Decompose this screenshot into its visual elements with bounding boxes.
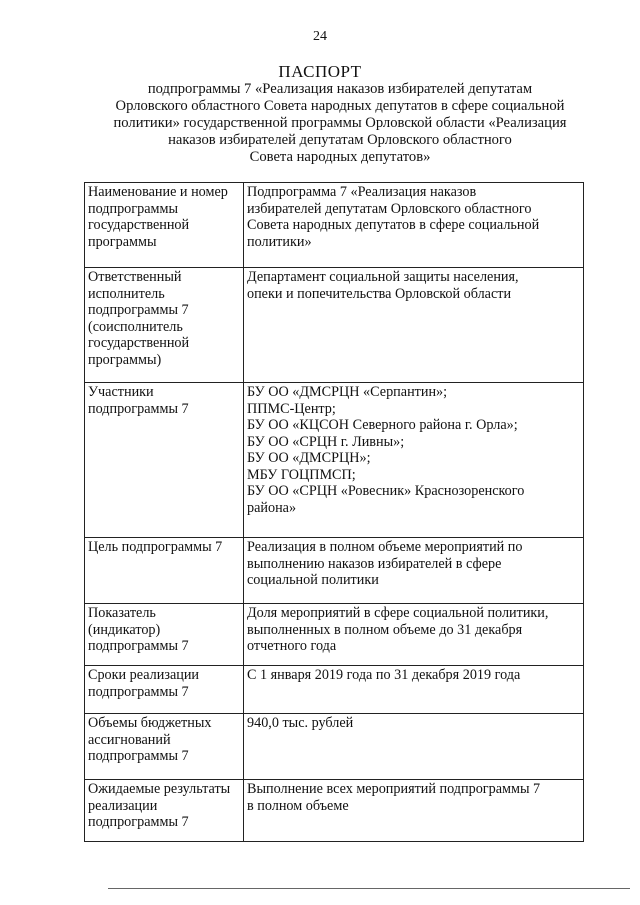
row-label-line: программы: [88, 233, 157, 250]
row-label-line: Наименование и номер: [88, 184, 228, 200]
row-label-line: Цель подпрограммы 7: [88, 539, 223, 555]
row-value-line: избирателей депутатам Орловского областного: [247, 200, 532, 217]
row-value-line: МБУ ГОЦПМСП;: [247, 466, 356, 483]
row-label-cell: [85, 183, 244, 268]
row-label-cell: [85, 666, 244, 714]
document-title: ПАСПОРТ: [278, 62, 362, 81]
row-label-line: подпрограммы: [88, 200, 178, 217]
row-value-cell: [244, 538, 584, 604]
row-label-line: Показатель: [88, 605, 156, 621]
row-value-line: социальной политики: [247, 572, 379, 588]
row-label-line: (индикатор): [88, 621, 161, 638]
row-label-line: Участники: [88, 384, 154, 400]
subtitle-line: политики» государственной программы Орловской области «Реализация: [113, 115, 567, 131]
row-label-line: Ответственный: [88, 269, 182, 285]
row-value-line: ППМС-Центр;: [247, 400, 336, 417]
row-value-line: в полном объеме: [247, 797, 349, 814]
table-row: [85, 268, 584, 383]
row-value-line: района»: [247, 499, 297, 516]
table-row: [85, 183, 584, 268]
row-label-line: подпрограммы 7: [88, 748, 189, 764]
row-label-line: подпрограммы 7: [88, 302, 189, 318]
row-label-line: Объемы бюджетных: [88, 715, 212, 731]
row-label-cell: [85, 538, 244, 604]
row-label-cell: [85, 268, 244, 383]
row-value-line: политики»: [247, 233, 312, 250]
row-label-cell: [85, 383, 244, 538]
page-number: 24: [313, 29, 327, 44]
bottom-divider: [108, 888, 630, 889]
row-label-line: программы): [88, 351, 162, 368]
passport-table: [84, 182, 584, 842]
row-label-line: подпрограммы 7: [88, 814, 189, 830]
row-value-cell: [244, 268, 584, 383]
row-label-line: подпрограммы 7: [88, 400, 189, 417]
table-row: [85, 383, 584, 538]
row-value-cell: [244, 604, 584, 666]
row-value-line: Реализация в полном объеме мероприятий по: [247, 539, 523, 555]
row-value-line: С 1 января 2019 года по 31 декабря 2019 года: [247, 667, 521, 683]
row-label-line: исполнитель: [88, 285, 165, 302]
row-value-line: БУ ОО «ДМСРЦН»;: [247, 450, 371, 466]
table-row: [85, 604, 584, 666]
row-label-cell: [85, 714, 244, 780]
row-value-line: Департамент социальной защиты населения,: [247, 269, 519, 285]
row-value-line: БУ ОО «СРЦН «Ровесник» Краснозоренского: [247, 483, 525, 499]
subtitle-line: подпрограммы 7 «Реализация наказов избирателей депутатам: [147, 81, 533, 97]
row-label-cell: [85, 604, 244, 666]
row-label-line: Сроки реализации: [88, 667, 200, 683]
row-value-cell: [244, 383, 584, 538]
row-value-line: 940,0 тыс. рублей: [247, 715, 354, 731]
row-value-line: опеки и попечительства Орловской области: [247, 285, 512, 302]
row-value-cell: [244, 666, 584, 714]
table-row: [85, 714, 584, 780]
document-subtitle: [95, 81, 585, 166]
table-row: [85, 538, 584, 604]
row-value-line: выполнению наказов избирателей в сфере: [247, 555, 502, 572]
row-value-line: БУ ОО «ДМСРЦН «Серпантин»;: [247, 384, 448, 400]
row-label-line: ассигнований: [88, 731, 171, 748]
passport-table-body: [85, 183, 584, 842]
table-row: [85, 780, 584, 842]
table-row: [85, 666, 584, 714]
row-value-line: Доля мероприятий в сфере социальной политики,: [247, 605, 549, 621]
row-label-cell: [85, 780, 244, 842]
row-value-line: БУ ОО «КЦСОН Северного района г. Орла»;: [247, 417, 518, 433]
row-label-line: государственной: [88, 335, 190, 351]
row-value-line: Выполнение всех мероприятий подпрограммы 7: [247, 781, 541, 797]
row-value-line: выполненных в полном объеме до 31 декабря: [247, 621, 523, 638]
subtitle-line: Орловского областного Совета народных депутатов в сфере социальной: [115, 98, 565, 114]
row-value-cell: [244, 183, 584, 268]
row-label-line: (соисполнитель: [88, 318, 183, 335]
row-label-line: подпрограммы 7: [88, 638, 189, 654]
row-value-cell: [244, 714, 584, 780]
row-label-line: реализации: [88, 797, 158, 814]
row-value-line: отчетного года: [247, 638, 337, 654]
row-value-line: Совета народных депутатов в сфере социальной: [247, 217, 540, 233]
subtitle-line: Совета народных депутатов»: [249, 149, 431, 165]
row-label-line: подпрограммы 7: [88, 683, 189, 700]
subtitle-line: наказов избирателей депутатам Орловского областного: [168, 132, 512, 148]
row-value-cell: [244, 780, 584, 842]
row-value-line: БУ ОО «СРЦН г. Ливны»;: [247, 433, 405, 450]
row-label-line: Ожидаемые результаты: [88, 781, 231, 797]
row-value-line: Подпрограмма 7 «Реализация наказов: [247, 184, 477, 200]
row-label-line: государственной: [88, 217, 190, 233]
